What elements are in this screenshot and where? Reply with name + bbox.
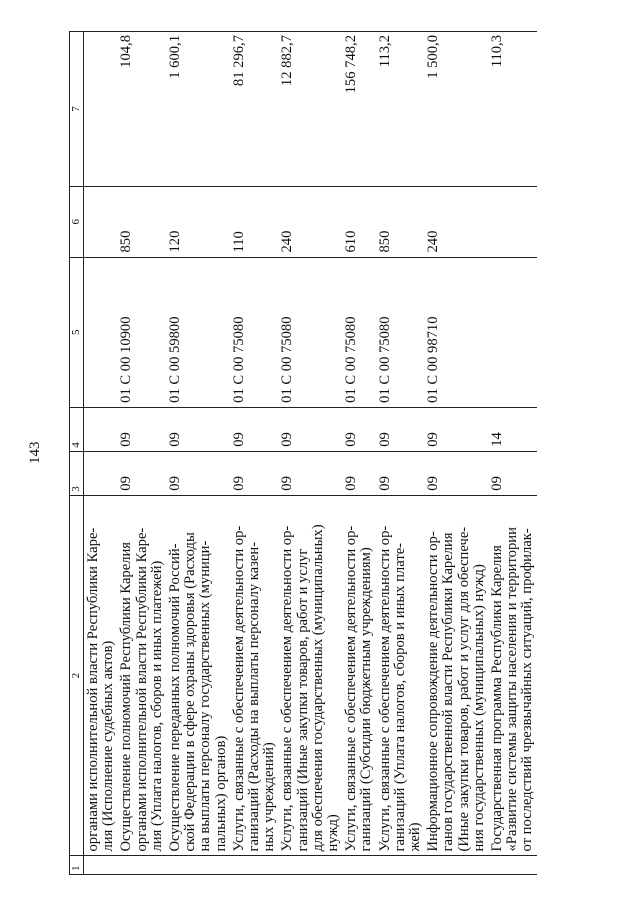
cell-sum-text: 1 600,1 bbox=[167, 35, 184, 79]
cell-vr bbox=[342, 186, 375, 257]
cell-razdel bbox=[117, 407, 166, 451]
cell-ved-text: 09 bbox=[425, 476, 442, 491]
cell-ved-text: 09 bbox=[279, 476, 296, 491]
cell-csr-text: 01 С 00 75080 bbox=[230, 316, 247, 403]
cell-ved bbox=[376, 451, 425, 495]
cell-vr-text: 240 bbox=[279, 230, 296, 253]
cell-description bbox=[488, 495, 537, 856]
table-row bbox=[84, 32, 118, 875]
cell-csr-text: 01 С 00 75080 bbox=[343, 316, 360, 403]
cell-razdel-text: 09 bbox=[376, 432, 393, 447]
cell-razdel-text: 09 bbox=[230, 432, 247, 447]
cell-description-text: Услуги, связанные с обеспечением деятельности ор- ганизаций (Уплата налогов, сборов и иных плате- жей) bbox=[376, 525, 424, 852]
cell-csr bbox=[84, 257, 118, 407]
cell-csr bbox=[166, 257, 230, 407]
cell-csr bbox=[488, 257, 537, 407]
cell-ved-text: 09 bbox=[343, 476, 360, 491]
cell-col1 bbox=[376, 856, 425, 875]
cell-sum bbox=[84, 32, 118, 187]
cell-description bbox=[342, 495, 375, 856]
cell-ved bbox=[230, 451, 279, 495]
cell-sum bbox=[342, 32, 375, 187]
budget-table bbox=[69, 31, 537, 875]
cell-col1 bbox=[342, 856, 375, 875]
cell-ved bbox=[117, 451, 166, 495]
cell-ved bbox=[488, 451, 537, 495]
cell-sum-text: 104,8 bbox=[118, 35, 135, 68]
cell-razdel bbox=[424, 407, 488, 451]
cell-csr bbox=[424, 257, 488, 407]
cell-col1 bbox=[424, 856, 488, 875]
table-row bbox=[230, 32, 279, 875]
column-header: 2 bbox=[70, 495, 84, 856]
cell-sum bbox=[488, 32, 537, 187]
cell-razdel-text: 09 bbox=[167, 432, 184, 447]
table-row bbox=[278, 32, 342, 875]
cell-col1 bbox=[488, 856, 537, 875]
cell-sum bbox=[376, 32, 425, 187]
cell-razdel-text: 09 bbox=[279, 432, 296, 447]
cell-csr-text: 01 С 00 98710 bbox=[425, 316, 442, 403]
cell-sum-text: 110,3 bbox=[489, 35, 506, 68]
cell-ved-text: 09 bbox=[167, 476, 184, 491]
column-header: 5 bbox=[70, 257, 84, 407]
cell-description-text: Государственная программа Республики Карелия «Развитие системы защиты населения и территории от последствий чрезвычайных ситуаций, профилак- bbox=[489, 527, 536, 852]
column-header: 4 bbox=[70, 407, 84, 451]
table-row bbox=[424, 32, 488, 875]
cell-vr-text: 120 bbox=[167, 230, 184, 253]
cell-vr-text: 850 bbox=[118, 230, 135, 253]
cell-razdel bbox=[488, 407, 537, 451]
cell-description-text: Осуществление переданных полномочий Россий- ской Федерации в сфере охраны здоровья (Расходы на выплаты персоналу государственных (муници- пальных) органов) bbox=[167, 532, 229, 852]
cell-description bbox=[117, 495, 166, 856]
table-row bbox=[166, 32, 230, 875]
cell-sum bbox=[278, 32, 342, 187]
cell-col1 bbox=[230, 856, 279, 875]
cell-razdel bbox=[84, 407, 118, 451]
cell-vr bbox=[230, 186, 279, 257]
table-row bbox=[342, 32, 375, 875]
cell-sum-text: 12 882,7 bbox=[279, 35, 296, 87]
cell-description bbox=[376, 495, 425, 856]
cell-description-text: Услуги, связанные с обеспечением деятельности ор- ганизаций (Субсидии бюджетным учреждениям) bbox=[343, 525, 375, 852]
cell-description-text: органами исполнительной власти Республики Каре- лия (Исполнение судебных актов) bbox=[85, 527, 117, 852]
cell-col1 bbox=[117, 856, 166, 875]
cell-csr-text: 01 С 00 10900 bbox=[118, 316, 135, 403]
cell-description bbox=[424, 495, 488, 856]
column-header: 6 bbox=[70, 186, 84, 257]
cell-vr bbox=[84, 186, 118, 257]
cell-description bbox=[278, 495, 342, 856]
cell-vr-text: 240 bbox=[425, 230, 442, 253]
cell-sum bbox=[424, 32, 488, 187]
cell-ved bbox=[166, 451, 230, 495]
cell-csr bbox=[230, 257, 279, 407]
cell-razdel bbox=[230, 407, 279, 451]
cell-csr bbox=[376, 257, 425, 407]
cell-razdel-text: 09 bbox=[425, 432, 442, 447]
cell-description-text: Услуги, связанные с обеспечением деятельности ор- ганизаций (Иные закупки товаров, работ и услуг для обеспечения государственных (муниципальных) нужд) bbox=[279, 524, 342, 852]
cell-csr-text: 01 С 00 75080 bbox=[376, 316, 393, 403]
cell-vr-text: 110 bbox=[230, 231, 247, 253]
cell-ved-text: 09 bbox=[489, 476, 506, 491]
cell-csr bbox=[117, 257, 166, 407]
cell-col1 bbox=[166, 856, 230, 875]
cell-sum bbox=[230, 32, 279, 187]
cell-ved bbox=[342, 451, 375, 495]
cell-col1 bbox=[278, 856, 342, 875]
cell-sum-text: 156 748,2 bbox=[343, 35, 360, 94]
cell-vr bbox=[117, 186, 166, 257]
cell-vr bbox=[424, 186, 488, 257]
cell-vr bbox=[166, 186, 230, 257]
cell-ved-text: 09 bbox=[118, 476, 135, 491]
cell-sum-text: 113,2 bbox=[376, 35, 393, 68]
table-row bbox=[117, 32, 166, 875]
cell-razdel bbox=[342, 407, 375, 451]
cell-razdel-text: 09 bbox=[118, 432, 135, 447]
cell-razdel bbox=[376, 407, 425, 451]
cell-ved bbox=[278, 451, 342, 495]
cell-razdel-text: 09 bbox=[343, 432, 360, 447]
cell-sum-text: 81 296,7 bbox=[230, 35, 247, 87]
cell-razdel-text: 14 bbox=[489, 432, 506, 447]
cell-description-text: Услуги, связанные с обеспечением деятельности ор- ганизаций (Расходы на выплаты персоналу казен- ных учреждений) bbox=[230, 525, 278, 852]
table-header-row bbox=[70, 32, 84, 875]
cell-sum bbox=[117, 32, 166, 187]
table-row bbox=[376, 32, 425, 875]
column-header: 3 bbox=[70, 451, 84, 495]
cell-ved bbox=[424, 451, 488, 495]
cell-sum-text: 1 500,0 bbox=[425, 35, 442, 79]
column-header: 7 bbox=[70, 32, 84, 187]
cell-ved-text: 09 bbox=[230, 476, 247, 491]
cell-razdel bbox=[278, 407, 342, 451]
cell-csr-text: 01 С 00 75080 bbox=[279, 316, 296, 403]
cell-vr-text: 610 bbox=[343, 230, 360, 253]
cell-sum bbox=[166, 32, 230, 187]
cell-vr bbox=[376, 186, 425, 257]
cell-csr bbox=[278, 257, 342, 407]
column-header: 1 bbox=[70, 856, 84, 875]
cell-vr bbox=[278, 186, 342, 257]
cell-razdel bbox=[166, 407, 230, 451]
cell-description bbox=[166, 495, 230, 856]
cell-csr bbox=[342, 257, 375, 407]
table-body bbox=[84, 32, 537, 875]
table-row bbox=[488, 32, 537, 875]
cell-description bbox=[84, 495, 118, 856]
page-number: 143 bbox=[27, 441, 43, 464]
cell-description bbox=[230, 495, 279, 856]
cell-description-text: Осуществление полномочий Республики Карелия органами исполнительной власти Республики Каре- лия (Уплата налогов, сборов и иных платежей) bbox=[118, 527, 165, 852]
cell-vr bbox=[488, 186, 537, 257]
cell-ved bbox=[84, 451, 118, 495]
cell-ved-text: 09 bbox=[376, 476, 393, 491]
cell-csr-text: 01 С 00 59800 bbox=[167, 316, 184, 403]
cell-description-text: Информационное сопровождение деятельности ор- ганов государственной власти Республики Карелия (Иные закупки товаров, работ и услуг для обеспече- ния государственных (муниципальных) нужд) bbox=[425, 526, 487, 852]
cell-vr-text: 850 bbox=[376, 230, 393, 253]
cell-col1 bbox=[84, 856, 118, 875]
